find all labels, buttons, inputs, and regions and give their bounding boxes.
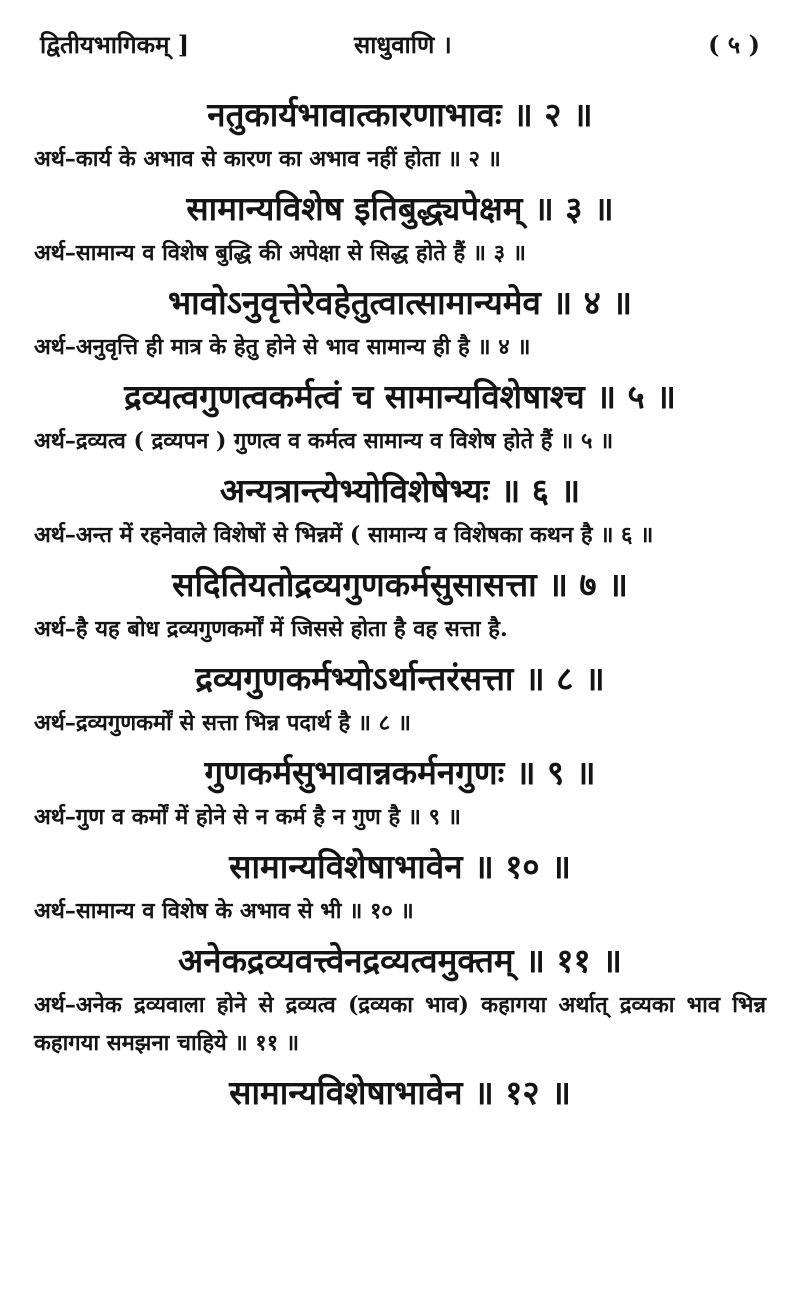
sutra-heading: अनेकद्रव्यवत्त्वेनद्रव्यत्वमुक्तम् ॥ ११ ॥	[178, 941, 622, 980]
sutra-meaning: अर्थ–द्रव्यगुणकर्मों से सत्ता भिन्न पदार्थ है ॥ ८ ॥	[34, 710, 411, 736]
sutra-heading: द्रव्यत्वगुणत्वकर्मत्वं च सामान्यविशेषाश्च ॥ ५ ॥	[124, 377, 676, 416]
sutra-heading: अन्यत्रान्त्येभ्योविशेषेभ्यः ॥ ६ ॥	[219, 471, 581, 510]
sutra-meaning: अर्थ–सामान्य व विशेष बुद्धि की अपेक्षा से सिद्ध होते हैं ॥ ३ ॥	[34, 240, 526, 266]
sutra-meaning: अर्थ–अन्त में रहनेवाले विशेषों से भिन्नमें ( सामान्य व विशेषका कथन है ॥ ६ ॥	[34, 522, 654, 548]
sutra-heading: सामान्यविशेषाभावेन ॥ १० ॥	[229, 847, 571, 886]
sutra-heading: सदितियतोद्रव्यगुणकर्मसुसासत्ता ॥ ७ ॥	[172, 565, 628, 604]
header-page-number: ( ५ )	[708, 30, 760, 59]
sutra-meaning: अर्थ–द्रव्यत्व ( द्रव्यपन ) गुणत्व व कर्मत्व सामान्य व विशेष होते हैं ॥ ५ ॥	[34, 428, 614, 454]
header-chapter: द्वितीयभागिकम् ]	[40, 30, 190, 59]
sutra-meaning: अर्थ–अनेक द्रव्यवाला होने से द्रव्यत्व (द्रव्यका भाव) कहागया अर्थात् द्रव्यका भाव भिन्न कहागया समझना चाहिये ॥ ११ ॥	[34, 992, 766, 1056]
sutra-meaning: अर्थ–कार्य के अभाव से कारण का अभाव नहीं होता ॥ २ ॥	[34, 146, 501, 172]
sutra-heading: द्रव्यगुणकर्मभ्योऽर्थान्तरंसत्ता ॥ ८ ॥	[195, 659, 605, 698]
running-header	[34, 26, 766, 86]
sutra-list	[34, 92, 766, 1116]
sutra-meaning: अर्थ–सामान्य व विशेष के अभाव से भी ॥ १० ॥	[34, 898, 414, 924]
sutra-heading: भावोऽनुवृत्तेरेवहेतुत्वात्सामान्यमेव ॥ ४ ॥	[167, 283, 633, 322]
sutra-heading: गुणकर्मसुभावान्नकर्मनगुणः ॥ ९ ॥	[204, 753, 596, 792]
sutra-meaning: अर्थ–है यह बोध द्रव्यगुणकर्मों में जिससे होता है वह सत्ता है.	[34, 616, 508, 642]
sutra-heading: नतुकार्यभावात्कारणाभावः ॥ २ ॥	[207, 95, 593, 134]
sutra-meaning: अर्थ–गुण व कर्मों में होने से न कर्म है न गुण है ॥ ९ ॥	[34, 804, 461, 830]
sutra-meaning: अर्थ–अनुवृत्ति ही मात्र के हेतु होने से भाव सामान्य ही है ॥ ४ ॥	[34, 334, 531, 360]
sutra-heading: सामान्यविशेषाभावेन ॥ १२ ॥	[229, 1073, 571, 1112]
sutra-heading: सामान्यविशेष इतिबुद्ध्यपेक्षम् ॥ ३ ॥	[186, 189, 614, 228]
header-title: साधुवाणि ।	[354, 30, 452, 59]
